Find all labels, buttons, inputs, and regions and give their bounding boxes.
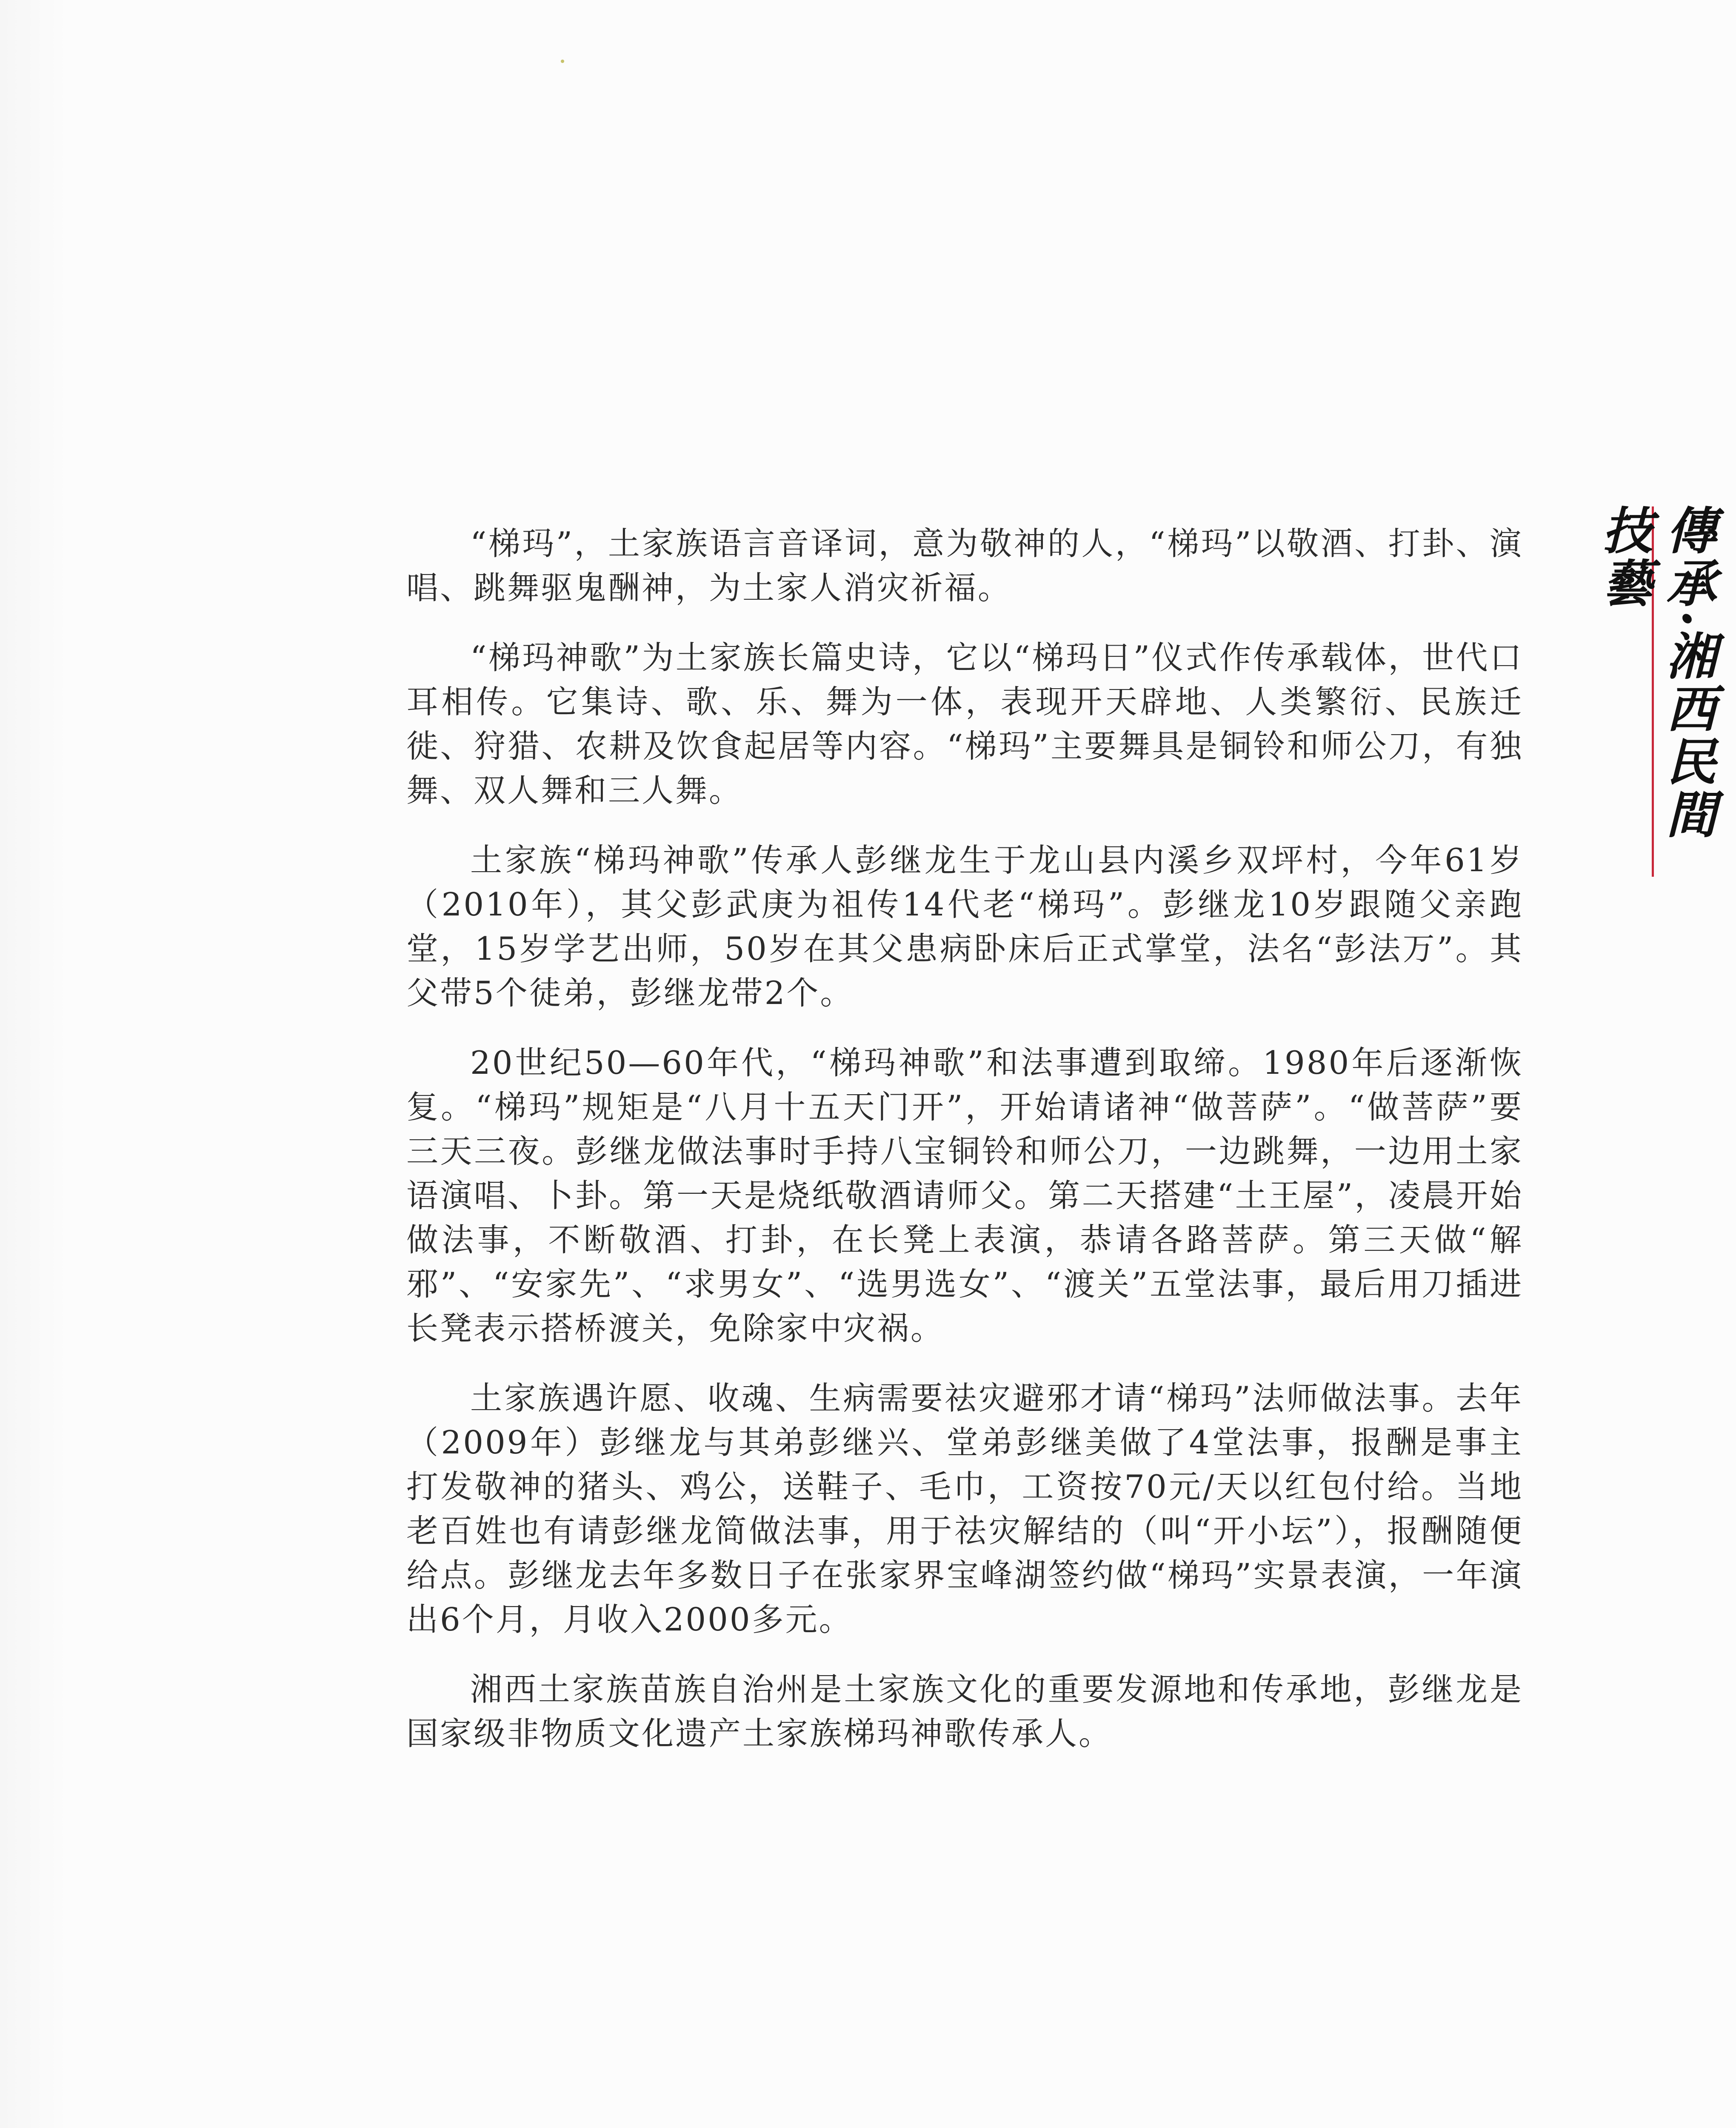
decorative-speck [561,60,564,63]
paragraph-4: 20世纪50—60年代，“梯玛神歌”和法事遭到取缔。1980年后逐渐恢复。“梯玛”规矩是“八月十五天门开”，开始请诸神“做菩萨”。“做菩萨”要三天三夜。彭继龙做法事时手持八宝铜铃和师公刀，一边跳舞，一边用土家语演唱、卜卦。第一天是烧纸敬酒请师父。第二天搭建“土王屋”，凌晨开始做法事，不断敬酒、打卦，在长凳上表演，恭请各路菩萨。第三天做“解邪”、“安家先”、“求男女”、“选男选女”、“渡关”五堂法事，最后用刀插进长凳表示搭桥渡关，免除家中灾祸。 [406,1044,1523,1347]
paragraph-2: “梯玛神歌”为土家族长篇史诗，它以“梯玛日”仪式作传承载体，世代口耳相传。它集诗、歌、乐、舞为一体，表现开天辟地、人类繁衍、民族迁徙、狩猎、农耕及饮食起居等内容。“梯玛”主要舞具是铜铃和师公刀，有独舞、双人舞和三人舞。 [406,639,1523,809]
paragraph-5: 土家族遇许愿、收魂、生病需要祛灾避邪才请“梯玛”法师做法事。去年（2009年）彭继龙与其弟彭继兴、堂弟彭继美做了4堂法事，报酬是事主打发敬神的猪头、鸡公，送鞋子、毛巾，工资按70元/天以红包付给。当地老百姓也有请彭继龙简做法事，用于祛灾解结的（叫“开小坛”），报酬随便给点。彭继龙去年多数日子在张家界宝峰湖签约做“梯玛”实景表演，一年演出6个月，月收入2000多元。 [406,1379,1523,1638]
paragraph-3: 土家族“梯玛神歌”传承人彭继龙生于龙山县内溪乡双坪村，今年61岁（2010年），其父彭武庚为祖传14代老“梯玛”。彭继龙10岁跟随父亲跑堂，15岁学艺出师，50岁在其父患病卧床后正式掌堂，法名“彭法万”。其父带5个徒弟，彭继龙带2个。 [406,841,1523,1012]
paragraph-1: “梯玛”，土家族语言音译词，意为敬神的人，“梯玛”以敬酒、打卦、演唱、跳舞驱鬼酬神，为土家人消灾祈福。 [406,525,1523,606]
article-body [406,521,1523,1781]
paragraph-6: 湘西土家族苗族自治州是土家族文化的重要发源地和传承地，彭继龙是国家级非物质文化遗产土家族梯玛神歌传承人。 [406,1670,1523,1752]
side-title-calligraphy: 傳承·湘西民間技藝 [1594,504,1717,841]
